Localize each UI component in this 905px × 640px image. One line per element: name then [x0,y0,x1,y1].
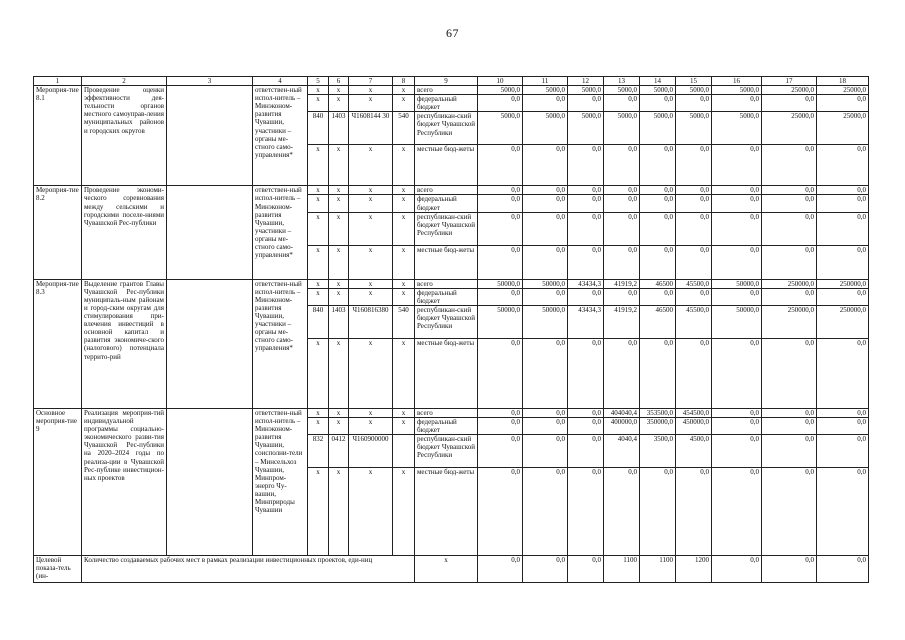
funding-source: федеральный бюджет [415,288,478,305]
value-cell: 0,0 [523,468,568,556]
header-cell: 8 [393,77,415,86]
value-cell: 0,0 [676,212,712,245]
value-cell: 46500 [640,305,676,338]
target-article-code: x [349,145,393,186]
section-code: x [329,468,349,556]
value-cell: 0,0 [762,245,817,279]
ministry-code: x [308,212,329,245]
expense-type-code: x [393,86,415,95]
value-cell: 0,0 [523,408,568,417]
ministry-code: x [308,288,329,305]
value-cell: 50000,0 [712,279,762,288]
activity-description: Реализация мероприя-тий индивидуальной программы социально-экономического разви-тия Чувашской Рес-публики на 2020–2024 годы по реализа-ции в Чувашской Рес-публике инвестицион-ных проектов [82,408,167,555]
value-cell: 0,0 [640,145,676,186]
value-cell: 0,0 [762,418,817,435]
value-cell: 0,0 [676,468,712,556]
header-cell: 14 [640,77,676,86]
value-cell: 0,0 [568,245,604,279]
value-cell: 0,0 [604,95,640,112]
value-cell: 0,0 [568,95,604,112]
ministry-code: x [308,86,329,95]
value-cell: 50000,0 [478,279,523,288]
value-cell: 0,0 [523,145,568,186]
funding-source: всего [415,408,478,417]
activity-executor: ответствен-ный испол-нитель – Минэконом-развития Чувашии, участники – органы ме-стного само-управления* [253,186,308,279]
value-cell: 0,0 [676,145,712,186]
activity-executor: ответствен-ный испол-нитель – Минэконом-развития Чувашии, соисполни-тели – Минсельхоз Чувашии, Минпром-энерго Чу-вашии, Минприроды Чувашии [253,408,308,555]
indicator-value: 0,0 [523,556,568,583]
activity-col3 [167,408,253,555]
indicator-value: 0,0 [712,556,762,583]
value-cell: 5000,0 [676,86,712,95]
section-code: x [329,418,349,435]
expense-type-code: x [393,279,415,288]
value-cell: 0,0 [478,95,523,112]
target-article-code: x [349,86,393,95]
expense-type-code: 540 [393,112,415,145]
value-cell: 0,0 [568,288,604,305]
value-cell: 5000,0 [568,86,604,95]
value-cell: 0,0 [640,288,676,305]
section-code: x [329,86,349,95]
value-cell: 5000,0 [604,86,640,95]
value-cell: 0,0 [712,212,762,245]
indicator-value: 0,0 [817,556,869,583]
section-code: x [329,145,349,186]
section-code: x [329,279,349,288]
header-cell: 6 [329,77,349,86]
value-cell: 25000,0 [762,86,817,95]
expense-type-code: 540 [393,305,415,338]
value-cell: 0,0 [478,245,523,279]
expense-type-code: x [393,195,415,212]
ministry-code: x [308,95,329,112]
indicator-value: 1200 [676,556,712,583]
header-cell: 9 [415,77,478,86]
value-cell: 0,0 [523,95,568,112]
value-cell: 0,0 [568,195,604,212]
value-cell: 0,0 [568,338,604,408]
value-cell: 353500,0 [640,408,676,417]
value-cell: 0,0 [604,212,640,245]
page-number: 67 [446,26,459,40]
value-cell: 0,0 [568,145,604,186]
value-cell: 0,0 [712,468,762,556]
value-cell: 400000,0 [604,418,640,435]
ministry-code: x [308,418,329,435]
activity-name: Мероприя-тие 8.3 [34,279,82,408]
funding-source: федеральный бюджет [415,418,478,435]
value-cell: 0,0 [712,186,762,195]
value-cell: 3500,0 [640,435,676,468]
value-cell: 41919,2 [604,305,640,338]
header-cell: 17 [762,77,817,86]
expense-type-code: x [393,418,415,435]
value-cell: 0,0 [604,145,640,186]
value-cell: 0,0 [640,468,676,556]
value-cell: 0,0 [676,338,712,408]
target-article-code: x [349,95,393,112]
value-cell: 0,0 [762,288,817,305]
value-cell: 0,0 [762,145,817,186]
section-code: x [329,408,349,417]
header-cell: 10 [478,77,523,86]
expense-type-code: x [393,95,415,112]
value-cell: 4500,0 [676,435,712,468]
value-cell: 0,0 [762,195,817,212]
budget-row [34,186,869,195]
header-row [34,77,869,86]
value-cell: 0,0 [817,435,869,468]
header-cell: 3 [167,77,253,86]
value-cell: 250000,0 [762,279,817,288]
budget-table [33,76,869,583]
activity-name: Мероприя-тие 8.2 [34,186,82,279]
target-article-code: x [349,212,393,245]
ministry-code: x [308,186,329,195]
value-cell: 0,0 [478,435,523,468]
value-cell: 5000,0 [478,112,523,145]
value-cell: 50000,0 [523,279,568,288]
ministry-code: 840 [308,305,329,338]
value-cell: 404040,4 [604,408,640,417]
activity-executor: ответствен-ный испол-нитель – Минэконом-развития Чувашии, участники – органы ме-стного само-управления* [253,279,308,408]
value-cell: 25000,0 [762,112,817,145]
funding-source: местные бюд-жеты [415,468,478,556]
header-cell: 5 [308,77,329,86]
value-cell: 0,0 [817,186,869,195]
indicator-value: 0,0 [568,556,604,583]
funding-source: республикан-ский бюджет Чувашской Республики [415,212,478,245]
activity-executor: ответствен-ный испол-нитель – Минэконом-развития Чувашии, участники – органы ме-стного само-управления* [253,86,308,186]
activity-description: Выделение грантов Главы Чувашской Рес-публики муниципаль-ным районам и город-ским округам для стимулирования при-влечения инвестиций в основной капитал и развития экономиче-ского (налогового) потенциала террито-рий [82,279,167,408]
header-cell: 16 [712,77,762,86]
value-cell: 5000,0 [604,112,640,145]
value-cell: 5000,0 [640,86,676,95]
value-cell: 5000,0 [676,112,712,145]
value-cell: 0,0 [712,95,762,112]
budget-row [34,86,869,95]
value-cell: 0,0 [478,145,523,186]
value-cell: 0,0 [712,338,762,408]
header-cell: 18 [817,77,869,86]
value-cell: 0,0 [523,418,568,435]
funding-source: местные бюд-жеты [415,338,478,408]
value-cell: 0,0 [478,468,523,556]
value-cell: 5000,0 [640,112,676,145]
funding-source: местные бюд-жеты [415,145,478,186]
value-cell: 0,0 [817,145,869,186]
expense-type-code: x [393,212,415,245]
value-cell: 5000,0 [523,112,568,145]
header-cell: 4 [253,77,308,86]
value-cell: 0,0 [604,186,640,195]
value-cell: 0,0 [604,468,640,556]
value-cell: 0,0 [568,186,604,195]
value-cell: 0,0 [712,288,762,305]
indicator-row [34,556,869,583]
activity-name: Основное мероприя-тие 9 [34,408,82,555]
ministry-code: 832 [308,435,329,468]
expense-type-code: x [393,408,415,417]
expense-type-code: x [393,338,415,408]
value-cell: 250000,0 [817,279,869,288]
section-code: x [329,212,349,245]
value-cell: 0,0 [712,435,762,468]
value-cell: 0,0 [817,418,869,435]
funding-source: местные бюд-жеты [415,245,478,279]
target-article-code: x [349,195,393,212]
value-cell: 0,0 [676,95,712,112]
value-cell: 0,0 [762,338,817,408]
value-cell: 5000,0 [523,86,568,95]
value-cell: 25000,0 [817,86,869,95]
header-cell: 12 [568,77,604,86]
target-article-code: x [349,288,393,305]
target-article-code: Ч160900000 [349,435,393,468]
value-cell: 0,0 [817,245,869,279]
value-cell: 0,0 [817,95,869,112]
value-cell: 5000,0 [568,112,604,145]
value-cell: 0,0 [568,418,604,435]
value-cell: 0,0 [712,245,762,279]
section-code: x [329,338,349,408]
value-cell: 0,0 [712,418,762,435]
value-cell: 0,0 [604,245,640,279]
value-cell: 0,0 [568,212,604,245]
value-cell: 0,0 [762,186,817,195]
target-article-code: x [349,245,393,279]
expense-type-code: x [393,468,415,556]
value-cell: 450000,0 [676,418,712,435]
value-cell: 0,0 [712,408,762,417]
value-cell: 0,0 [523,435,568,468]
value-cell: 0,0 [762,408,817,417]
value-cell: 0,0 [640,212,676,245]
header-cell: 15 [676,77,712,86]
section-code: x [329,288,349,305]
value-cell: 0,0 [478,212,523,245]
value-cell: 0,0 [604,338,640,408]
activity-col3 [167,86,253,186]
ministry-code: x [308,468,329,556]
value-cell: 0,0 [640,338,676,408]
section-code: x [329,186,349,195]
ministry-code: x [308,145,329,186]
funding-source: всего [415,186,478,195]
value-cell: 50000,0 [478,305,523,338]
value-cell: 4040,4 [604,435,640,468]
funding-source: республикан-ский бюджет Чувашской Республики [415,305,478,338]
value-cell: 43434,3 [568,305,604,338]
value-cell: 0,0 [762,212,817,245]
value-cell: 0,0 [568,408,604,417]
ministry-code: 840 [308,112,329,145]
target-article-code: x [349,418,393,435]
target-article-code: x [349,408,393,417]
value-cell: 0,0 [523,288,568,305]
value-cell: 0,0 [478,408,523,417]
ministry-code: x [308,408,329,417]
value-cell: 43434,3 [568,279,604,288]
value-cell: 0,0 [478,338,523,408]
budget-row [34,408,869,417]
value-cell: 0,0 [676,288,712,305]
expense-type-code: x [393,288,415,305]
value-cell: 0,0 [568,468,604,556]
value-cell: 0,0 [817,288,869,305]
activity-description: Проведение экономи-ческого соревнования между сельскими и городскими поселе-ниями Чувашской Рес-публики [82,186,167,279]
value-cell: 250000,0 [817,305,869,338]
funding-source: федеральный бюджет [415,195,478,212]
value-cell: 0,0 [523,186,568,195]
value-cell: 50000,0 [712,305,762,338]
section-code: 1403 [329,112,349,145]
target-article-code: x [349,279,393,288]
target-article-code: x [349,186,393,195]
value-cell: 0,0 [676,195,712,212]
header-cell: 2 [82,77,167,86]
indicator-value: 1100 [640,556,676,583]
value-cell: 0,0 [817,468,869,556]
header-cell: 11 [523,77,568,86]
section-code: 1403 [329,305,349,338]
value-cell: 45500,0 [676,279,712,288]
section-code: x [329,195,349,212]
expense-type-code: x [393,245,415,279]
target-article-code: x [349,468,393,556]
value-cell: 50000,0 [523,305,568,338]
value-cell: 0,0 [523,212,568,245]
value-cell: 25000,0 [817,112,869,145]
value-cell: 0,0 [817,338,869,408]
indicator-description: Количество создаваемых рабочих мест в рамках реализации инвестиционных проектов, еди-ниц [82,556,415,583]
target-article-code: x [349,338,393,408]
value-cell: 45500,0 [676,305,712,338]
funding-source: федеральный бюджет [415,95,478,112]
activity-name: Мероприя-тие 8.1 [34,86,82,186]
value-cell: 41919,2 [604,279,640,288]
funding-source: республикан-ский бюджет Чувашской Республики [415,435,478,468]
indicator-value: 1100 [604,556,640,583]
value-cell: 0,0 [676,245,712,279]
value-cell: 0,0 [712,145,762,186]
indicator-name: Целевой показа-тель (ин- [34,556,82,583]
activity-col3 [167,186,253,279]
funding-source: всего [415,279,478,288]
header-cell: 7 [349,77,393,86]
value-cell: 250000,0 [762,305,817,338]
value-cell: 0,0 [640,186,676,195]
activity-col3 [167,279,253,408]
value-cell: 0,0 [712,195,762,212]
funding-source: республикан-ский бюджет Чувашской Республики [415,112,478,145]
expense-type-code: x [393,145,415,186]
value-cell: 0,0 [640,195,676,212]
value-cell: 0,0 [478,195,523,212]
value-cell: 0,0 [478,186,523,195]
value-cell: 454500,0 [676,408,712,417]
value-cell: 0,0 [523,195,568,212]
section-code: 0412 [329,435,349,468]
value-cell: 0,0 [817,408,869,417]
header-cell: 1 [34,77,82,86]
value-cell: 0,0 [640,245,676,279]
indicator-value: 0,0 [762,556,817,583]
budget-row [34,279,869,288]
value-cell: 0,0 [568,435,604,468]
target-article-code: Ч1608144 30 [349,112,393,145]
activity-description: Проведение оценки эффективности дея-тельности органов местного самоуправ-ления муниципальных районов и городских округов [82,86,167,186]
value-cell: 0,0 [604,195,640,212]
expense-type-code: x [393,186,415,195]
value-cell: 0,0 [762,435,817,468]
indicator-mark: x [415,556,478,583]
expense-type-code [393,435,415,468]
value-cell: 0,0 [640,95,676,112]
indicator-value: 0,0 [478,556,523,583]
value-cell: 0,0 [604,288,640,305]
ministry-code: x [308,195,329,212]
ministry-code: x [308,245,329,279]
value-cell: 46500 [640,279,676,288]
value-cell: 0,0 [478,288,523,305]
value-cell: 5000,0 [712,86,762,95]
ministry-code: x [308,338,329,408]
value-cell: 0,0 [817,195,869,212]
value-cell: 0,0 [523,338,568,408]
value-cell: 0,0 [523,245,568,279]
value-cell: 5000,0 [478,86,523,95]
header-cell: 13 [604,77,640,86]
funding-source: всего [415,86,478,95]
value-cell: 350000,0 [640,418,676,435]
value-cell: 5000,0 [712,112,762,145]
section-code: x [329,95,349,112]
section-code: x [329,245,349,279]
ministry-code: x [308,279,329,288]
value-cell: 0,0 [762,468,817,556]
value-cell: 0,0 [762,95,817,112]
value-cell: 0,0 [817,212,869,245]
target-article-code: Ч160816380 [349,305,393,338]
value-cell: 0,0 [676,186,712,195]
value-cell: 0,0 [478,418,523,435]
